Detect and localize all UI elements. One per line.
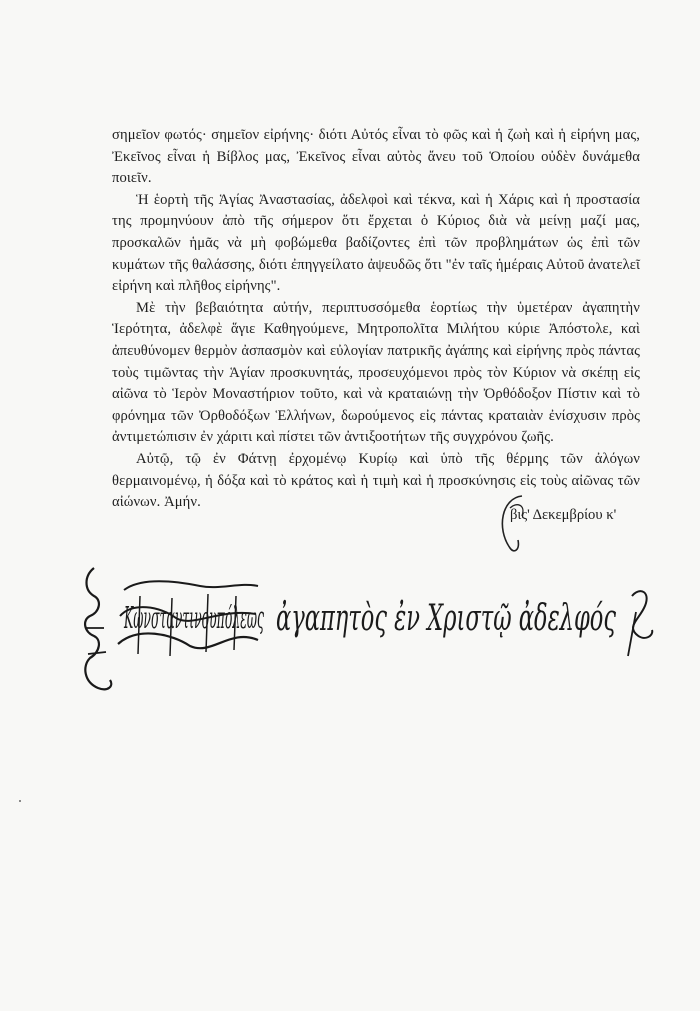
signature-monogram: Κωνσταντινουπόλεως <box>123 601 265 636</box>
letter-date: βις' Δεκεμβρίου κ' <box>510 507 617 523</box>
scan-speck <box>19 800 21 802</box>
letter-body <box>112 125 640 514</box>
paragraph-3: Μὲ τὴν βεβαιότητα αὐτήν, περιπτυσσόμεθα ἑορτίως τὴν ὑμετέραν ἀγαπητὴν Ἱερότητα, ἀδελφὲ ἅγιε Καθηγούμενε, Μητροπολῖτα Μιλήτου κύριε Ἀπόστολε, καὶ ἀπευθύνομεν θερμὸν ἀσπασμὸν καὶ εὐλογίαν πατρικῆς ἀγάπης καὶ εἰρήνης πρὸς πάντας τοὺς τιμῶντας τὴν Ἁγίαν προσκυνητάς, προσευχόμενοι πρὸς τὸν Κύριον νὰ σκέπῃ εἰς αἰῶνα τὸ Ἱερὸν Μοναστήριον τοῦτο, καὶ νὰ κραταιώνῃ τὴν Ὀρθόδοξον Πίστιν καὶ τὸ φρόνημα τῶν Ὀρθοδόξων Ἑλλήνων, δωρούμενος εἰς πάντας κραταιὰν ἐνίσχυσιν πρὸς ἀντιμετώπισιν ἐν χάριτι καὶ πίστει τῶν ἀντιξοοτήτων τῆς συγχρόνου ζωῆς. <box>112 299 640 446</box>
paragraph-1: σημεῖον φωτός· σημεῖον εἰρήνης· διότι Αὐτός εἶναι τὸ φῶς καὶ ἡ ζωὴ καὶ ἡ εἰρήνη μας, Ἐκεῖνος εἶναι ἡ Βίβλος μας, Ἐκεῖνος εἶναι αὐτὸς ἄνευ τοῦ Ὁποίου οὐδὲν δυνάμεθα ποιεῖν. <box>112 127 640 187</box>
signature-closing: ἀγαπητὸς ἐν Χριστῷ ἀδελφός <box>276 598 617 639</box>
paragraph-4: Αὐτῷ, τῷ ἐν Φάτνῃ ἐρχομένῳ Κυρίῳ καὶ ὑπὸ τῆς θέρμης τῶν ἀλόγων θερμαινομένῳ, ἡ δόξα καὶ τὸ κράτος καὶ ἡ τιμὴ καὶ ἡ προσκύνησις εἰς τοὺς αἰῶνας τῶν αἰώνων. Ἀμήν. <box>112 450 640 511</box>
handwritten-signature <box>80 556 660 696</box>
paragraph-2: Ἡ ἑορτὴ τῆς Ἁγίας Ἀναστασίας, ἀδελφοὶ καὶ τέκνα, καὶ ἡ Χάρις καὶ ἡ προστασία της προμηνύουν ἀπὸ τῆς σήμερον ὅτι ἔρχεται ὁ Κύριος διὰ νὰ μείνῃ μαζί μας, προσκαλῶν ἡμᾶς νὰ μὴ φοβώμεθα βαδίζοντες ἐπὶ τῶν προβλημάτων ὡς ἐπὶ τῶν κυμάτων τῆς θαλάσσης, διότι ἐπηγγείλατο ἀψευδῶς ὅτι "ἐν ταῖς ἡμέραις Αὐτοῦ ἀνατελεῖ εἰρήνη καὶ πλῆθος εἰρήνης". <box>112 191 640 295</box>
